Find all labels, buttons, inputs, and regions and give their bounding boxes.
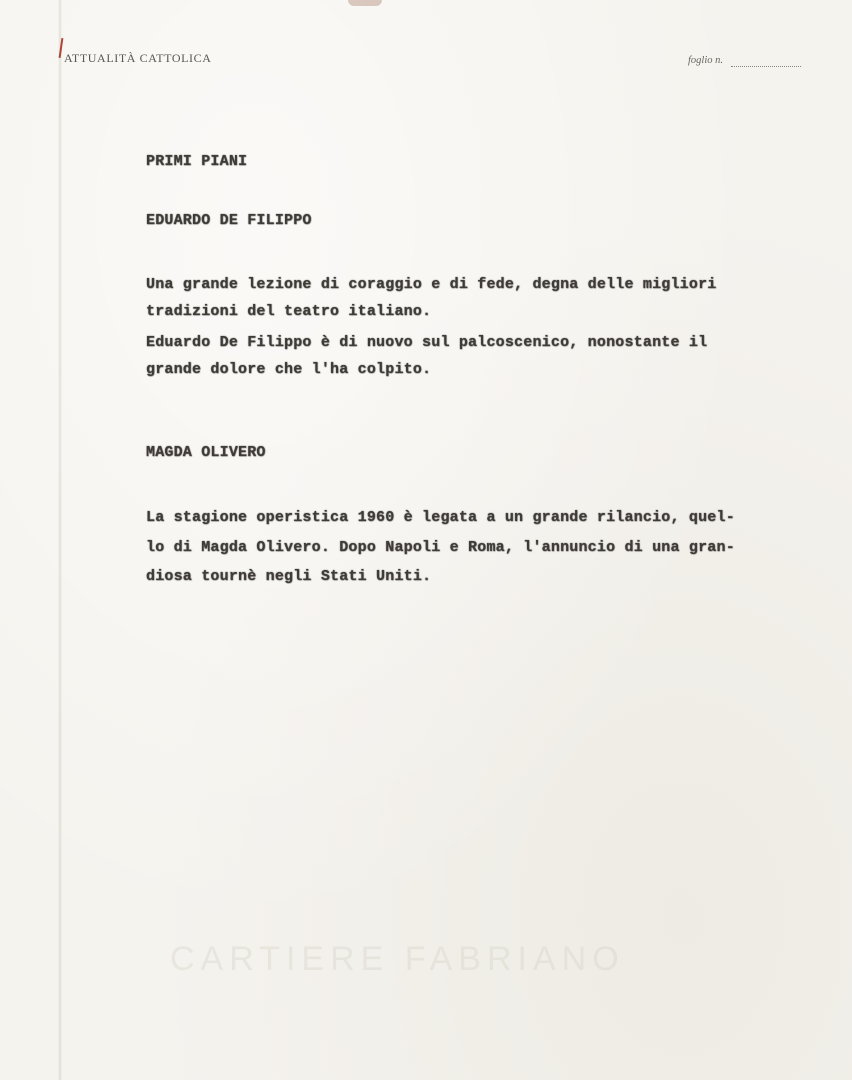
- paragraph-line: lo di Magda Olivero. Dopo Napoli e Roma, l'annuncio di una gran-: [146, 539, 735, 556]
- paper-stain: [348, 0, 382, 6]
- letterhead-title: ATTUALITÀ CATTOLICA: [64, 51, 212, 65]
- folio-label: foglio n.: [688, 55, 724, 66]
- paragraph-line: La stagione operistica 1960 è legata a un grande rilancio, quel-: [146, 509, 735, 526]
- paragraph-line: Una grande lezione di coraggio e di fede, degna delle migliori: [146, 276, 717, 293]
- folio-number-line: [731, 66, 801, 67]
- paragraph-line: tradizioni del teatro italiano.: [146, 303, 432, 320]
- section-heading-eduardo: EDUARDO DE FILIPPO: [146, 212, 312, 229]
- paragraph-line: diosa tournè negli Stati Uniti.: [146, 568, 432, 585]
- paragraph-line: grande dolore che l'ha colpito.: [146, 361, 432, 378]
- section-heading-primi-piani: PRIMI PIANI: [146, 153, 248, 170]
- page-edge-shadow: [58, 0, 62, 1080]
- section-heading-magda: MAGDA OLIVERO: [146, 444, 266, 461]
- paper-watermark: CARTIERE FABRIANO: [170, 940, 625, 978]
- paragraph-line: Eduardo De Filippo è di nuovo sul palcoscenico, nonostante il: [146, 334, 708, 351]
